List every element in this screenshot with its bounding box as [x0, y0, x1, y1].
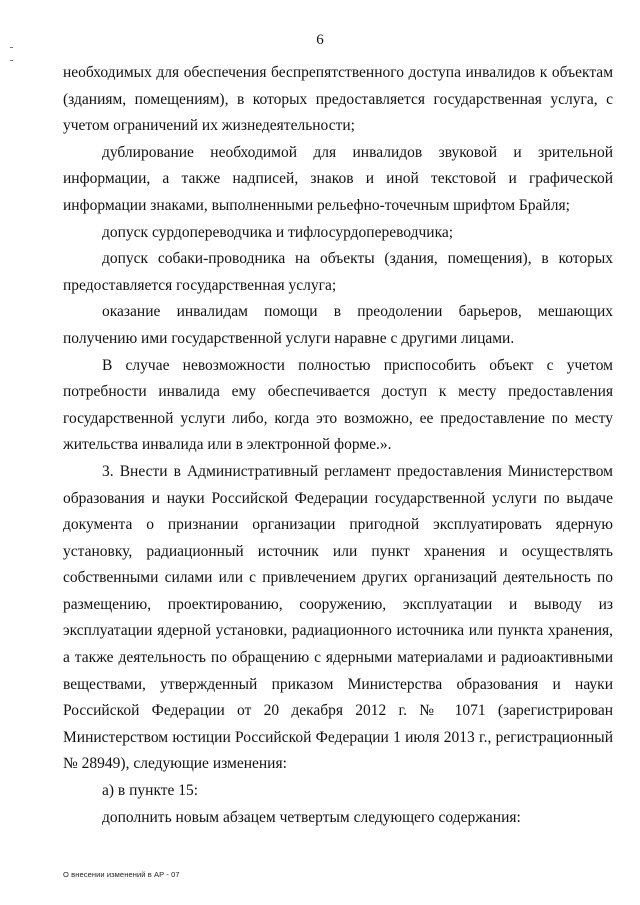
paragraph: а) в пункте 15:: [102, 782, 199, 800]
document-body: [63, 60, 613, 831]
page-number: 6: [316, 32, 324, 48]
paragraph: необходимых для обеспечения беспрепятственного доступа инвалидов к объектам (зданиям, помещениям), в которых предоставляется государственная услуга, с учетом ограничений их жизнедеятельности;: [63, 64, 613, 135]
paragraph: 3. Внести в Административный регламент предоставления Министерством образования и науки Российской Федерации государственной услуги по выдаче документа о признании организации пригодной эксплуатировать ядерную установку, радиационный источник или пункт хранения и осуществлять собственными силами или с привлечением других организаций деятельность по размещению, проектированию, сооружению, эксплуатации и выводу из эксплуатации ядерной установки, радиационного источника или пункта хранения, а также деятельность по обращению с ядерными материалами и радиоактивными веществами, утвержденный приказом Министерства образования и науки Российской Федерации от 20 декабря 2012 г. № 1071 (зарегистрирован Министерством юстиции Российской Федерации 1 июля 2013 г., регистрационный № 28949), следующие изменения:: [63, 462, 613, 773]
paragraph: В случае невозможности полностью приспособить объект с учетом потребности инвалида ему обеспечивается доступ к месту предоставления государственной услуги либо, когда это возможно, ее предоставление по месту жительства инвалида или в электронной форме.».: [63, 356, 613, 454]
paragraph: дублирование необходимой для инвалидов звуковой и зрительной информации, а также надписей, знаков и иной текстовой и графической информации знаками, выполненными рельефно-точечным шрифтом Брайля;: [63, 143, 613, 214]
document-footer: О внесении изменений в АР - 07: [63, 870, 180, 879]
paragraph: дополнить новым абзацем четвертым следующего содержания:: [102, 808, 521, 826]
paragraph: допуск собаки-проводника на объекты (здания, помещения), в которых предоставляется государственная услуга;: [63, 250, 613, 294]
scan-mark: [10, 60, 13, 61]
paragraph: допуск сурдопереводчика и тифлосурдопереводчика;: [102, 223, 454, 241]
paragraph: оказание инвалидам помощи в преодолении барьеров, мешающих получению ими государственной услуги наравне с другими лицами.: [63, 303, 613, 347]
scan-mark: [10, 47, 13, 48]
